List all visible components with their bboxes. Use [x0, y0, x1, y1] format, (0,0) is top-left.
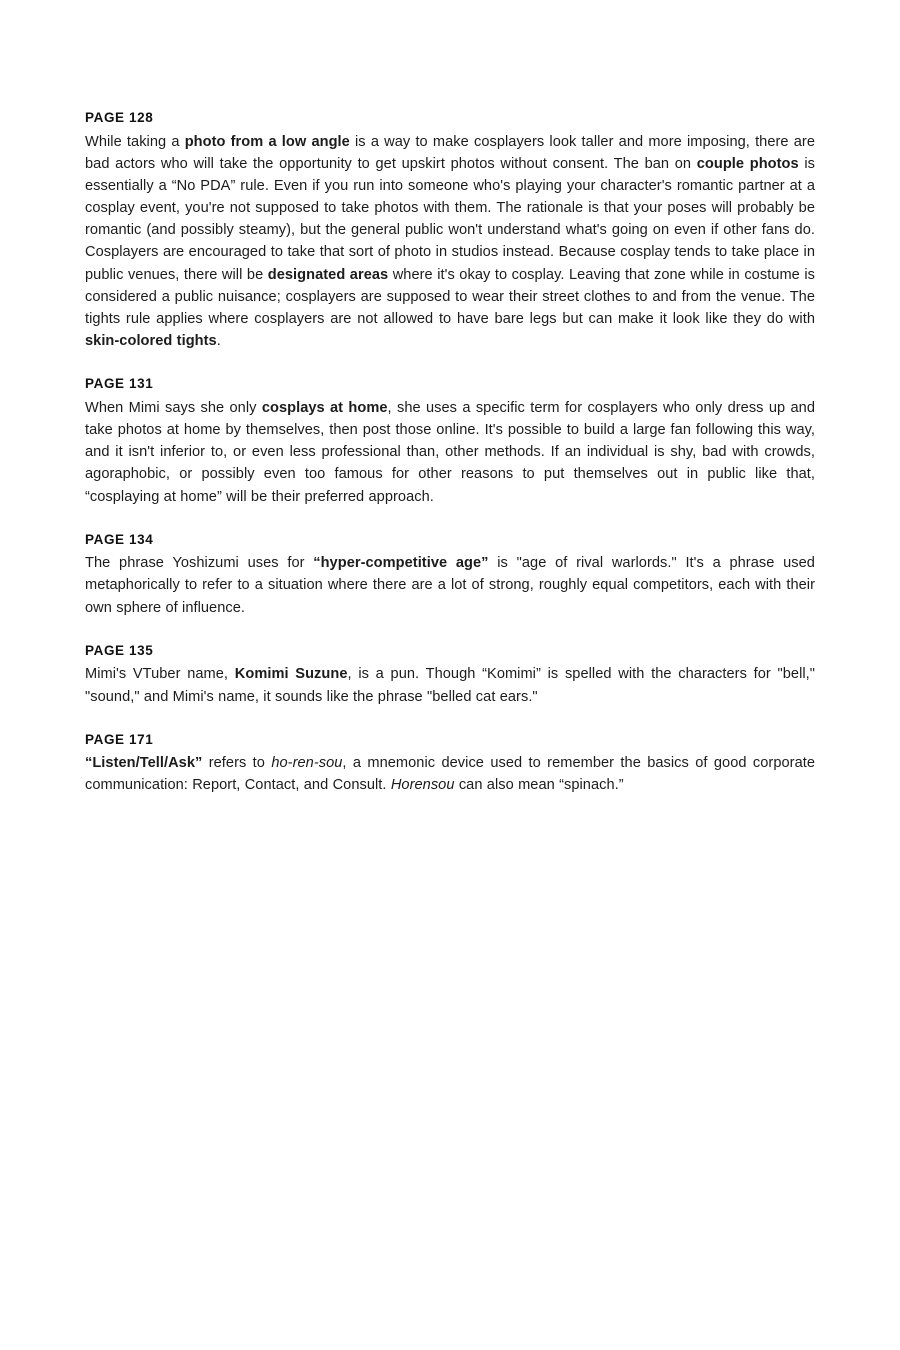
note-block [85, 641, 815, 708]
note-heading: PAGE 128 [85, 110, 154, 125]
note-heading: PAGE 134 [85, 531, 154, 547]
note-body: “Listen/Tell/Ask” refers to ho-ren-sou, a mnemonic device used to remember the basics of good corporate communication: Report, Contact, and Consult. Horensou can also mean “spinach.” [85, 755, 816, 794]
note-body: The phrase Yoshizumi uses for “hyper-competitive age” is "age of rival warlords." It's a phrase used metaphorically to refer to a situation where there are a lot of strong, roughly equal competitors, each with their own sphere of influence. [85, 555, 815, 616]
note-block [85, 530, 815, 619]
note-body: When Mimi says she only cosplays at home, she uses a specific term for cosplayers who only dress up and take photos at home by themselves, then post those online. It's possible to build a large fan following this way, and it isn't inferior to, or even less professional than, other methods. If an individual is shy, bad with crowds, agoraphobic, or possibly even too famous for other reasons to put themselves out in public like that, “cosplaying at home” will be their preferred approach. [85, 399, 816, 505]
note-block [85, 730, 815, 797]
note-body: Mimi's VTuber name, Komimi Suzune, is a pun. Though “Komimi” is spelled with the characters for "bell," "sound," and Mimi's name, it sounds like the phrase "belled cat ears." [85, 666, 816, 705]
note-heading: PAGE 135 [85, 642, 154, 658]
note-block [85, 108, 815, 352]
note-body: While taking a photo from a low angle is a way to make cosplayers look taller and more imposing, there are bad actors who will take the opportunity to get upskirt photos without consent. The ban on couple photos is essentially a “No PDA” rule. Even if you run into someone who's playing your character's romantic partner at a cosplay event, you're not supposed to take photos with them. The rationale is that your poses will probably be romantic (and possibly steamy), but the general public won't understand what's going on even if other fans do. Cosplayers are encouraged to take that sort of photo in studios instead. Because cosplay tends to take place in public venues, there will be designated areas where it's okay to cosplay. Leaving that zone while in costume is considered a public nuisance; cosplayers are supposed to wear their street clothes to and from the venue. The tights rule applies where cosplayers are not allowed to have bare legs but can make it look like they do with skin-colored tights. [85, 133, 815, 350]
note-heading: PAGE 131 [85, 376, 154, 392]
notes-container [85, 108, 815, 797]
note-heading: PAGE 171 [85, 731, 154, 747]
note-block [85, 374, 815, 507]
